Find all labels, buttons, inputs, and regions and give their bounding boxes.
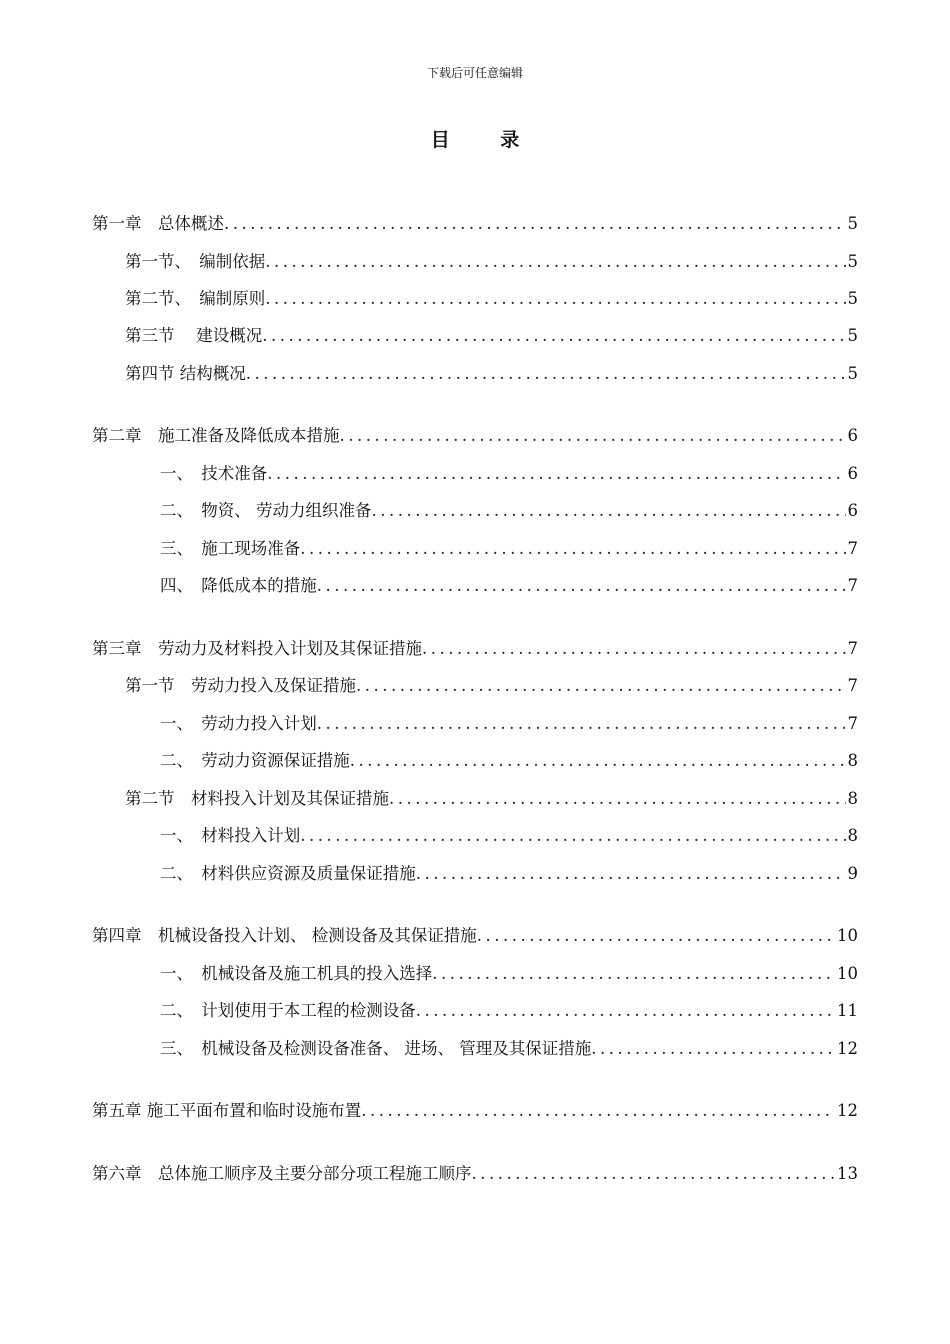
toc-entry-item[interactable] <box>160 711 858 737</box>
page-title: 目 录 <box>430 129 542 151</box>
toc-entry-label: 第二节 材料投入计划及其保证措施 <box>125 789 389 808</box>
toc-leader-dots <box>372 498 846 524</box>
toc-leader-dots <box>246 361 846 387</box>
toc-entry-page: 5 <box>847 214 858 233</box>
toc-entry-label: 第一章 总体概述 <box>92 214 224 233</box>
toc-entry-chapter-1[interactable] <box>92 211 858 237</box>
toc-entry-page: 6 <box>847 464 858 483</box>
toc-entry-item[interactable] <box>160 498 858 524</box>
toc-entry-label: 二、 物资、 劳动力组织准备 <box>160 501 372 520</box>
toc-entry-chapter-4[interactable] <box>92 923 858 949</box>
toc-entry-label: 四、 降低成本的措施 <box>160 576 317 595</box>
toc-entry-page: 10 <box>837 926 858 945</box>
toc-entry-label: 第二节、 编制原则 <box>125 289 266 308</box>
toc-entry-label: 二、 计划使用于本工程的检测设备 <box>160 1001 416 1020</box>
toc-entry-item[interactable] <box>160 861 858 887</box>
toc-entry-label: 第一节 劳动力投入及保证措施 <box>125 676 356 695</box>
toc-entry-page: 12 <box>837 1101 858 1120</box>
toc-entry-item[interactable] <box>160 1036 858 1062</box>
toc-leader-dots <box>265 286 845 312</box>
toc-entry-label: 第三节 建设概况 <box>125 326 263 345</box>
toc-entry-page: 5 <box>847 252 858 271</box>
toc-entry-page: 10 <box>837 964 858 983</box>
toc-entry-label: 二、 材料供应资源及质量保证措施 <box>160 864 416 883</box>
toc-entry-item[interactable] <box>160 461 858 487</box>
toc-entry-item[interactable] <box>160 536 858 562</box>
toc-entry-page: 8 <box>847 751 858 770</box>
toc-leader-dots <box>262 323 845 349</box>
toc-entry-item[interactable] <box>160 998 858 1024</box>
toc-entry-item[interactable] <box>160 573 858 599</box>
toc-entry-page: 6 <box>847 501 858 520</box>
toc-entry-page: 7 <box>847 539 858 558</box>
toc-leader-dots <box>361 1098 835 1124</box>
toc-leader-dots <box>300 823 845 849</box>
toc-entry-section[interactable] <box>125 361 858 387</box>
toc-leader-dots <box>340 423 846 449</box>
toc-leader-dots <box>591 1036 835 1062</box>
toc-leader-dots <box>317 711 846 737</box>
toc-leader-dots <box>477 923 835 949</box>
toc-entry-label: 一、 技术准备 <box>160 464 268 483</box>
toc-entry-item[interactable] <box>160 823 858 849</box>
toc-entry-page: 7 <box>847 676 858 695</box>
toc-entry-page: 9 <box>847 864 858 883</box>
toc-leader-dots <box>432 961 835 987</box>
toc-entry-label: 第五章 施工平面布置和临时设施布置 <box>92 1101 362 1120</box>
toc-entry-label: 第二章 施工准备及降低成本措施 <box>92 426 340 445</box>
toc-entry-chapter-6[interactable] <box>92 1161 858 1187</box>
toc-entry-page: 7 <box>847 576 858 595</box>
toc-leader-dots <box>389 786 846 812</box>
toc-entry-section[interactable] <box>125 786 858 812</box>
toc-entry-section[interactable] <box>125 323 858 349</box>
toc-entry-label: 第三章 劳动力及材料投入计划及其保证措施 <box>92 639 422 658</box>
toc-entry-section[interactable] <box>125 673 858 699</box>
toc-entry-label: 第六章 总体施工顺序及主要分部分项工程施工顺序 <box>92 1164 472 1183</box>
toc-leader-dots <box>300 536 845 562</box>
toc-entry-page: 5 <box>847 364 858 383</box>
toc-leader-dots <box>416 998 835 1024</box>
toc-entry-page: 7 <box>847 639 858 658</box>
toc-entry-label: 三、 机械设备及检测设备准备、 进场、 管理及其保证措施 <box>160 1039 592 1058</box>
toc-entry-label: 一、 材料投入计划 <box>160 826 301 845</box>
toc-entry-label: 一、 机械设备及施工机具的投入选择 <box>160 964 433 983</box>
toc-entry-label: 第一节、 编制依据 <box>125 252 266 271</box>
toc-leader-dots <box>416 861 846 887</box>
toc-entry-section[interactable] <box>125 249 858 275</box>
toc-entry-page: 8 <box>847 826 858 845</box>
toc-leader-dots <box>267 461 845 487</box>
toc-entry-chapter-5[interactable] <box>92 1098 858 1124</box>
toc-entry-page: 5 <box>847 289 858 308</box>
toc-entry-label: 第四章 机械设备投入计划、 检测设备及其保证措施 <box>92 926 477 945</box>
toc-leader-dots <box>317 573 846 599</box>
toc-entry-label: 三、 施工现场准备 <box>160 539 301 558</box>
header-note: 下载后可任意编辑 <box>426 66 523 80</box>
toc-leader-dots <box>350 748 846 774</box>
toc-entry-page: 12 <box>837 1039 858 1058</box>
toc-leader-dots <box>224 211 846 237</box>
toc-entry-page: 11 <box>837 1001 858 1020</box>
toc-entry-section[interactable] <box>125 286 858 312</box>
toc-leader-dots <box>265 249 845 275</box>
toc-entry-label: 二、 劳动力资源保证措施 <box>160 751 350 770</box>
toc-entry-page: 13 <box>837 1164 858 1183</box>
toc-leader-dots <box>356 673 846 699</box>
toc-entry-item[interactable] <box>160 748 858 774</box>
toc-entry-page: 5 <box>847 326 858 345</box>
toc-entry-page: 7 <box>847 714 858 733</box>
toc-leader-dots <box>472 1161 836 1187</box>
toc-entry-label: 一、 劳动力投入计划 <box>160 714 317 733</box>
toc-leader-dots <box>422 636 846 662</box>
toc-entry-item[interactable] <box>160 961 858 987</box>
toc-entry-chapter-3[interactable] <box>92 636 858 662</box>
toc-entry-page: 6 <box>847 426 858 445</box>
toc-entry-page: 8 <box>847 789 858 808</box>
toc-entry-chapter-2[interactable] <box>92 423 858 449</box>
toc-entry-label: 第四节 结构概况 <box>125 364 246 383</box>
